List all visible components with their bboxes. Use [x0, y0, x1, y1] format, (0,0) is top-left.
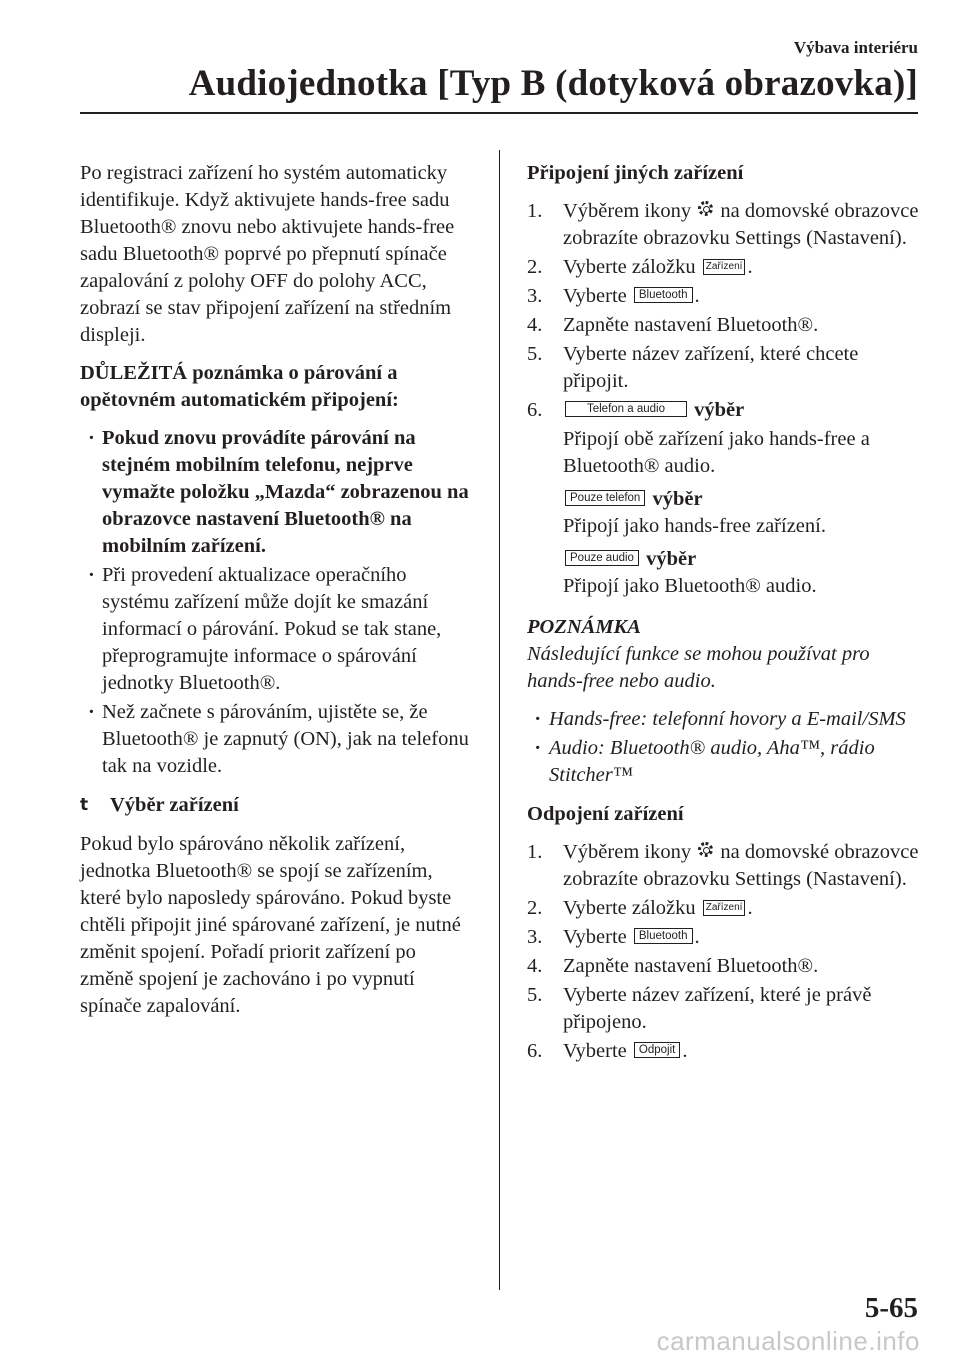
step-text: Vyberte záložku: [563, 256, 696, 278]
step-number: 6.: [527, 399, 543, 421]
bullet-text: Než začnete s párováním, ujistěte se, že Bluetooth® je zapnutý (ON), jak na telefonu tak na vozidle.: [102, 701, 469, 777]
note-bullet-text: Hands-free: telefonní hovory a E-mail/SMS: [549, 708, 906, 730]
step-number: 4.: [527, 314, 543, 336]
section-heading: [80, 792, 472, 819]
step-text: Vyberte: [563, 1040, 627, 1062]
bluetooth-button[interactable]: Bluetooth: [634, 287, 693, 303]
watermark: carmanualsonline.info: [656, 1326, 920, 1356]
intro-paragraph: Po registraci zařízení ho systém automaticky identifikuje. Když aktivujete hands-free sadu Bluetooth® znovu nebo aktivujete hands-free sadu Bluetooth® poprvé po přepnutí spínače zapalování z polohy OFF do polohy ACC, zobrazí se stav připojení zařízení na středním displeji.: [80, 162, 455, 346]
phone-only-button[interactable]: Pouze telefon: [565, 490, 645, 506]
note-text: Následující funkce se mohou používat pro hands-free nebo audio.: [527, 643, 870, 692]
step-end: .: [747, 897, 753, 919]
left-column: [80, 160, 472, 1031]
step-number: 2.: [527, 256, 543, 278]
step-text: Výběrem ikony: [563, 200, 692, 222]
step-text: Výběrem ikony: [563, 841, 692, 863]
header-rule: [80, 112, 918, 114]
step-item: [527, 397, 919, 600]
step-end: .: [682, 1040, 688, 1062]
step-item: [527, 312, 919, 339]
step-item: [527, 895, 919, 922]
step-number: 3.: [527, 285, 543, 307]
bullet-text: Pokud znovu provádíte párování na stejném mobilním telefonu, nejprve vymažte položku „Mazda“ zobrazenou na obrazovce nastavení Bluetooth® na mobilním zařízení.: [102, 427, 469, 557]
step-text: Vyberte záložku: [563, 897, 696, 919]
section-title: Výběr zařízení: [110, 794, 239, 816]
page-number: 5-65: [864, 1292, 918, 1324]
option-row: [563, 486, 919, 513]
option-description: Připojí jako Bluetooth® audio.: [563, 575, 817, 597]
devices-tab-button[interactable]: Zařízení: [703, 259, 746, 275]
step-number: 1.: [527, 841, 543, 863]
bullet-item: [80, 425, 472, 560]
option-row: [563, 546, 919, 573]
column-divider: [499, 150, 500, 1290]
section-paragraph: Pokud bylo spárováno několik zařízení, jednotka Bluetooth® se spojí se zařízením, které bylo naposledy spárováno. Pokud byste chtěli připojit jiné spárované zařízení, je nutné změnit spojení. Pořadí priorit zařízení po změně spojení je zachováno i po vypnutí spínače zapalování.: [80, 833, 461, 1017]
bullet-dot-icon: ·: [88, 427, 95, 449]
step-item: [527, 1038, 919, 1065]
step-number: 4.: [527, 955, 543, 977]
phone-and-audio-button[interactable]: Telefon a audio: [565, 401, 687, 417]
step-item: [527, 839, 919, 893]
bullet-dot-icon: ·: [88, 701, 95, 723]
right-column: [527, 160, 919, 1067]
bullet-text: Při provedení aktualizace operačního systému zařízení může dojít ke smazání informací o párování. Pokud se tak stane, přeprogramujte informace o spárování jednotky Bluetooth®.: [102, 564, 442, 694]
important-title: DŮLEŽITÁ poznámka o párování a opětovném automatickém připojení:: [80, 362, 399, 411]
step-item: [527, 254, 919, 281]
connect-heading: Připojení jiných zařízení: [527, 162, 744, 184]
note-bullet: [527, 706, 919, 733]
step-number: 2.: [527, 897, 543, 919]
step-end: .: [747, 256, 753, 278]
note-bullet-text: Audio: Bluetooth® audio, Aha™, rádio Stitcher™: [549, 737, 875, 786]
step-item: [527, 283, 919, 310]
bullet-item: [80, 699, 472, 780]
step-number: 5.: [527, 343, 543, 365]
bullet-dot-icon: ·: [88, 564, 95, 586]
note-title: POZNÁMKA: [527, 616, 641, 638]
audio-only-button[interactable]: Pouze audio: [565, 550, 639, 566]
step-text: na domovské obrazovce zobrazíte obrazovku Settings (Nastavení).: [563, 200, 919, 249]
devices-tab-button[interactable]: Zařízení: [703, 900, 746, 916]
step-item: [527, 198, 919, 252]
step-number: 6.: [527, 1040, 543, 1062]
section-label: Výbava interiéru: [793, 38, 918, 57]
step-text: Zapněte nastavení Bluetooth®.: [563, 955, 819, 977]
step-item: [527, 341, 919, 395]
step-number: 1.: [527, 200, 543, 222]
step-number: 3.: [527, 926, 543, 948]
bullet-dot-icon: ·: [535, 708, 541, 730]
settings-gear-icon: [698, 201, 713, 216]
step-text: Vyberte: [563, 285, 627, 307]
settings-gear-icon: [698, 842, 713, 857]
selection-label: výběr: [652, 488, 703, 510]
note-bullet: [527, 735, 919, 789]
step-item: [527, 924, 919, 951]
bullet-item: [80, 562, 472, 697]
option-description: Připojí jako hands-free zařízení.: [563, 515, 826, 537]
disconnect-button[interactable]: Odpojit: [634, 1042, 680, 1058]
page-title: Audiojednotka [Typ B (dotyková obrazovka)]: [188, 63, 918, 104]
selection-label: výběr: [694, 399, 745, 421]
step-text: na domovské obrazovce zobrazíte obrazovku Settings (Nastavení).: [563, 841, 919, 890]
step-text: Zapněte nastavení Bluetooth®.: [563, 314, 819, 336]
disconnect-heading: Odpojení zařízení: [527, 803, 684, 825]
option-description: Připojí obě zařízení jako hands-free a Bluetooth® audio.: [563, 428, 870, 477]
selection-label: výběr: [646, 548, 697, 570]
step-end: .: [694, 926, 700, 948]
bluetooth-button[interactable]: Bluetooth: [634, 928, 693, 944]
bullet-dot-icon: ·: [535, 737, 541, 759]
step-text: Vyberte název zařízení, které je právě připojeno.: [563, 984, 872, 1033]
step-item: [527, 953, 919, 980]
step-number: 5.: [527, 984, 543, 1006]
step-end: .: [694, 285, 700, 307]
step-item: [527, 982, 919, 1036]
step-text: Vyberte název zařízení, které chcete připojit.: [563, 343, 859, 392]
section-marker-icon: t: [80, 795, 89, 815]
step-text: Vyberte: [563, 926, 627, 948]
